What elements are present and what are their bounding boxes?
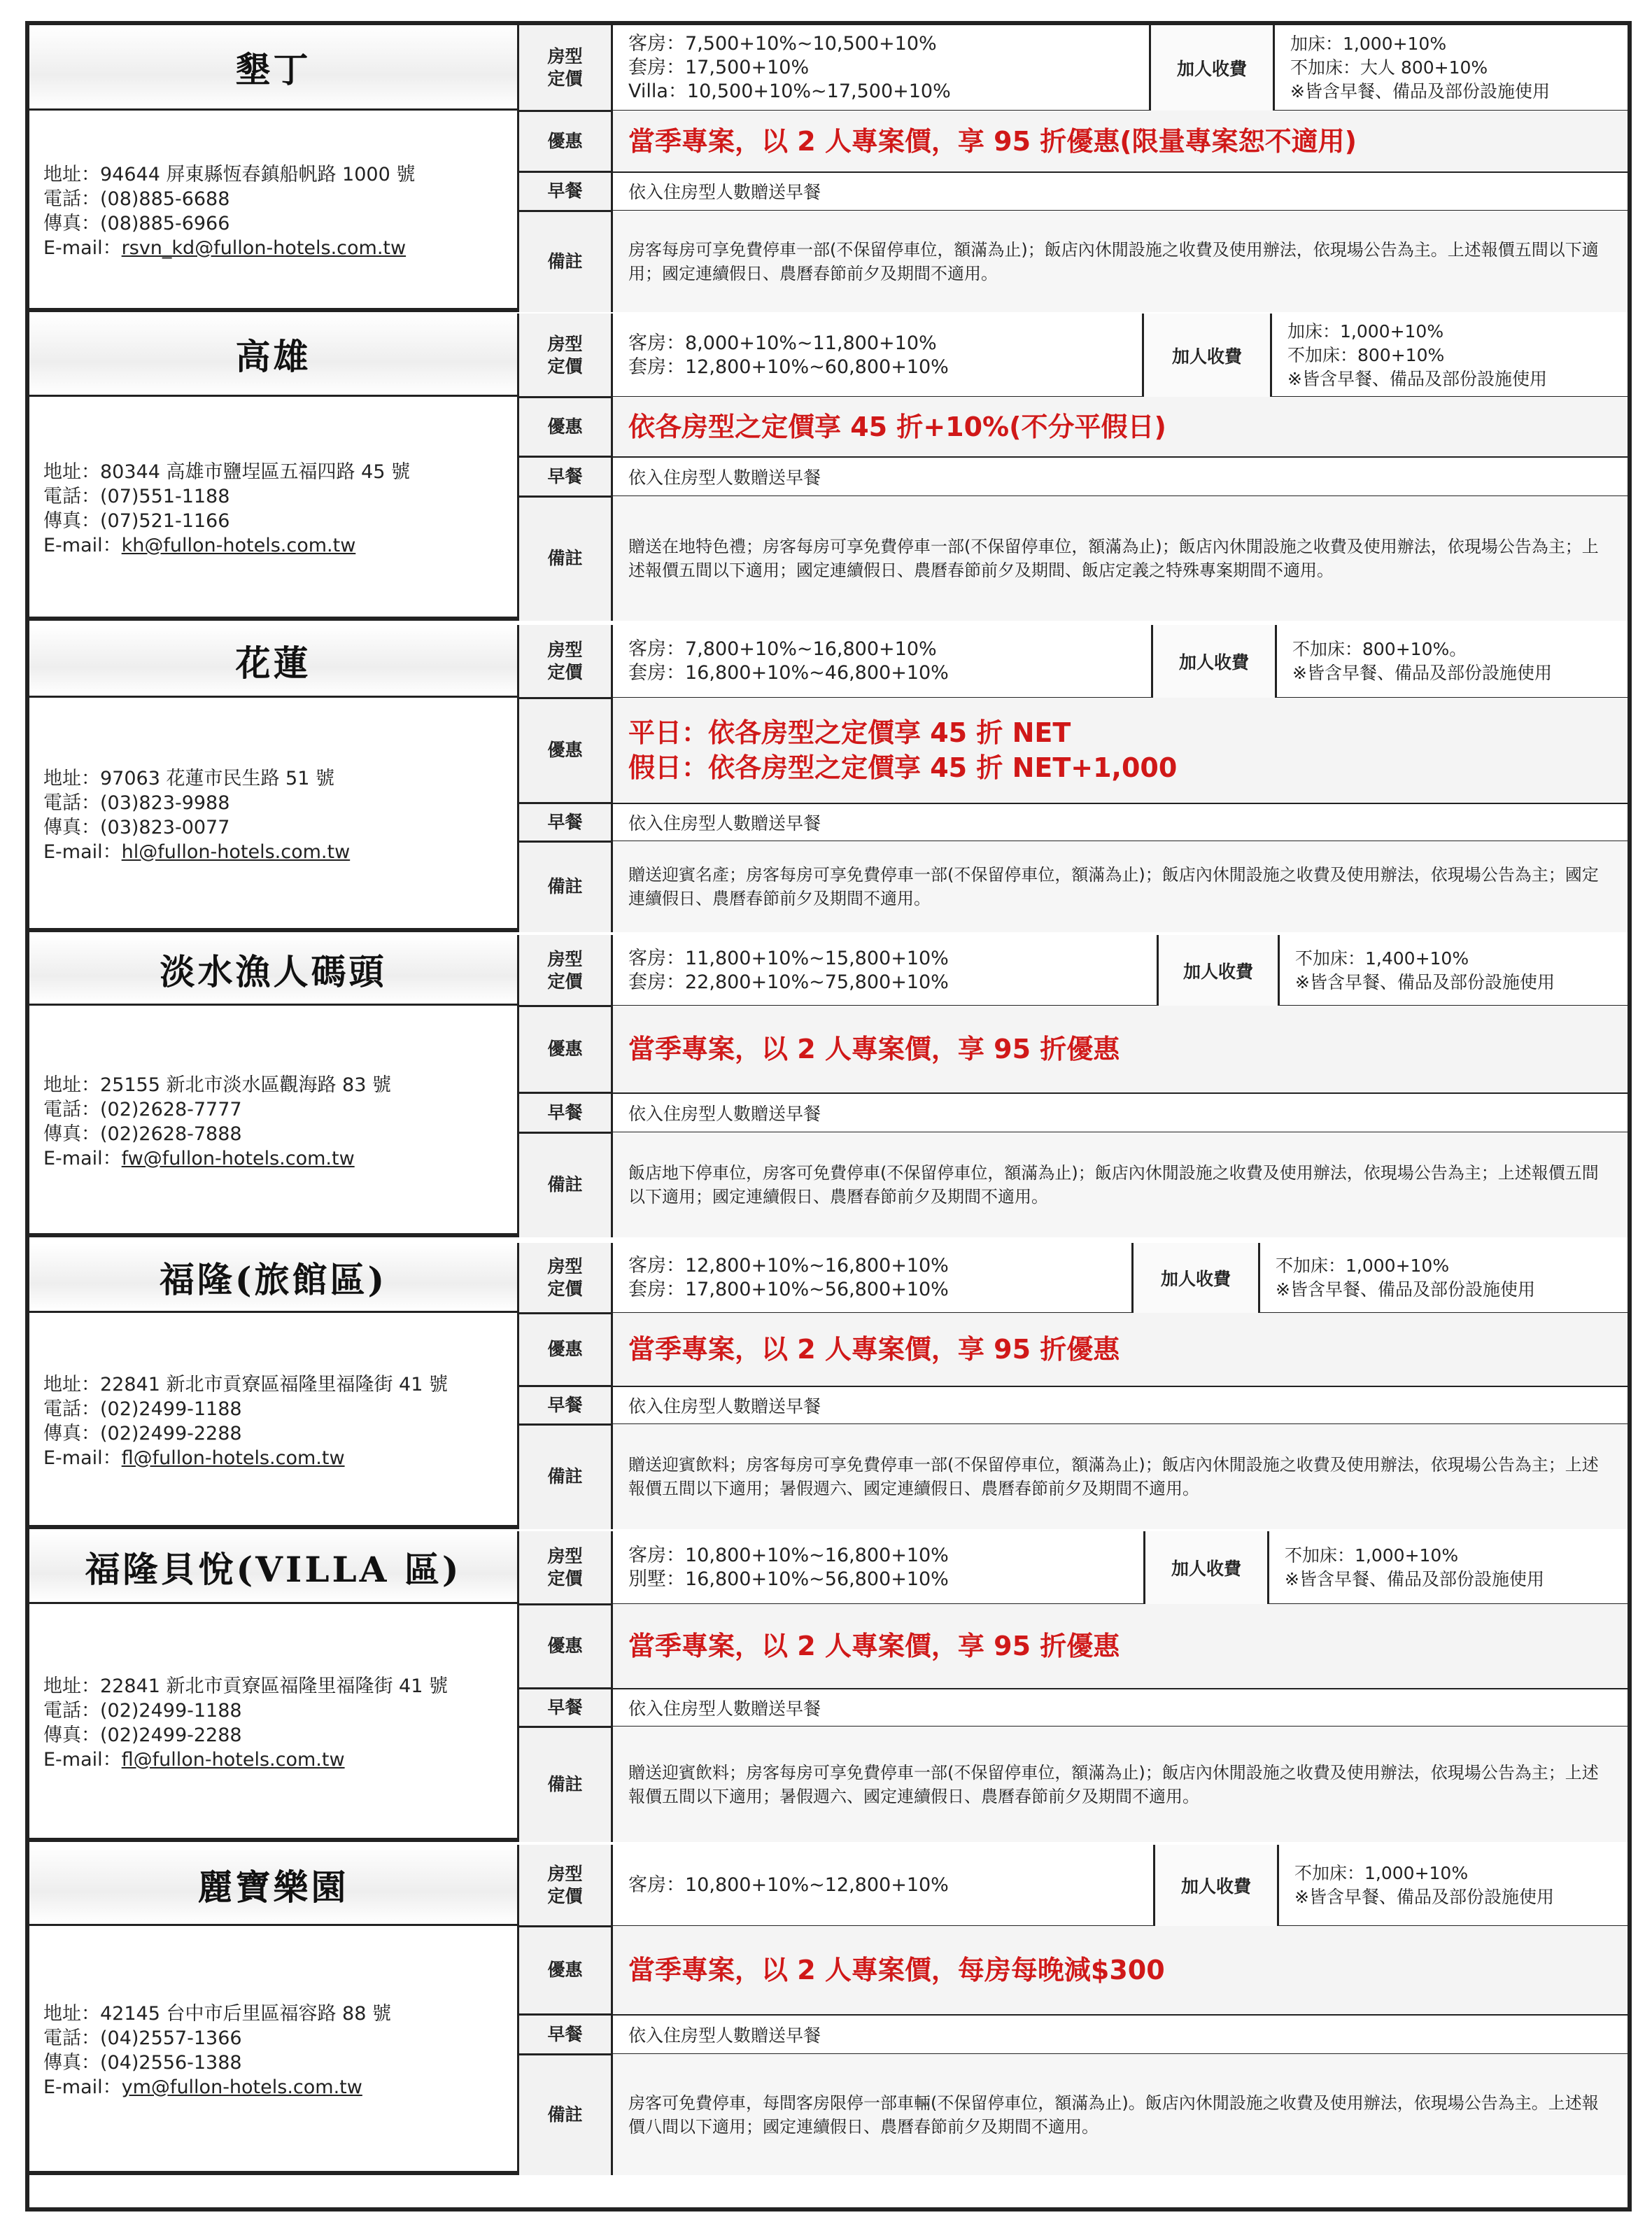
hotel-name-cell [29, 1531, 519, 1604]
extra-fee-line: 不加床：1,400+10% [1295, 948, 1469, 969]
label-text: 優惠 [547, 1039, 583, 1059]
extra-fee-values [1279, 1845, 1628, 1926]
hotel-email-row [43, 1446, 517, 1470]
breakfast-text: 依入住房型人數贈送早餐 [628, 182, 821, 202]
room-price-line: 客房：10,800+10%~12,800+10% [628, 1874, 949, 1896]
label-text: 優惠 [547, 130, 583, 151]
extra-fee-values [1269, 1531, 1628, 1604]
extra-fee-label [1143, 1531, 1269, 1604]
promotion [613, 111, 1628, 171]
promotion [613, 698, 1628, 803]
room-price-line: 客房：7,800+10%~16,800+10% [628, 638, 937, 660]
room-prices [613, 1845, 1153, 1926]
promotion-line: 當季專案，以 2 人專案價，享 95 折優惠 [628, 1034, 1120, 1064]
hotel-phone: 電話：(07)551-1188 [43, 486, 230, 507]
extra-fee-label-text: 加人收費 [1178, 652, 1249, 673]
remarks-text: 房客每房可享免費停車一部(不保留停車位，額滿為止)；飯店內休閒設施之收費及使用辦法，依現場公告為主。上述報價五間以下適用；國定連續假日、農曆春節前夕及期間不適用。 [628, 239, 1599, 283]
label-list-price: 定價 [547, 1886, 583, 1906]
label-breakfast [519, 171, 613, 211]
hotel-name-cell [29, 1243, 519, 1313]
extra-fee-line: ※皆含早餐、備品及部份設施使用 [1276, 1279, 1535, 1300]
room-price-line: 客房：8,000+10%~11,800+10% [628, 332, 937, 354]
remarks-text: 贈送迎賓名產；房客每房可享免費停車一部(不保留停車位，額滿為止)；飯店內休閒設施之收費及使用辦法，依現場公告為主；國定連續假日、農曆春節前夕及期間不適用。 [628, 865, 1599, 908]
label-room-price [519, 1845, 613, 1926]
hotel-email-link[interactable]: fl@fullon-hotels.com.tw [121, 1749, 345, 1771]
hotel-address: 地址：97063 花蓮市民生路 51 號 [43, 767, 334, 789]
extra-fee-label-text: 加人收費 [1180, 1876, 1251, 1897]
hotel-email-link[interactable]: hl@fullon-hotels.com.tw [121, 841, 351, 863]
hotel-block [29, 1845, 1628, 2175]
label-text: 早餐 [547, 811, 583, 832]
hotel-email-link[interactable]: ym@fullon-hotels.com.tw [121, 2076, 362, 2098]
hotel-email-row [43, 533, 517, 558]
hotel-email-link[interactable]: rsvn_kd@fullon-hotels.com.tw [121, 237, 407, 259]
hotel-block [29, 314, 1628, 621]
breakfast-text: 依入住房型人數贈送早餐 [628, 1395, 821, 1416]
breakfast-text: 依入住房型人數贈送早餐 [628, 467, 821, 488]
label-list-price: 定價 [547, 1279, 583, 1299]
extra-fee-line: 不加床：1,000+10% [1276, 1256, 1450, 1276]
hotel-fax: 傳真：(02)2499-2288 [43, 1422, 242, 1444]
room-price-line: 套房：17,800+10%~56,800+10% [628, 1279, 949, 1300]
hotel-name: 花蓮 [235, 642, 311, 684]
room-price-line: 套房：16,800+10%~46,800+10% [628, 662, 949, 684]
promotion [613, 1926, 1628, 2014]
label-text: 備註 [547, 876, 583, 896]
promotion [613, 1604, 1628, 1688]
label-discount [519, 1926, 613, 2014]
label-breakfast [519, 1688, 613, 1727]
label-discount [519, 1604, 613, 1688]
hotel-contact [29, 111, 519, 312]
extra-fee-label [1157, 935, 1280, 1006]
hotel-name-cell [29, 625, 519, 698]
label-room-price [519, 1243, 613, 1313]
remarks [613, 1727, 1628, 1842]
promotion [613, 1313, 1628, 1386]
label-list-price: 定價 [547, 69, 583, 89]
hotel-name-cell [29, 314, 519, 397]
label-room-type: 房型 [547, 46, 583, 66]
hotel-fax: 傳真：(07)521-1166 [43, 510, 230, 532]
label-remarks [519, 1132, 613, 1237]
extra-fee-line: 加床：1,000+10% [1290, 34, 1447, 54]
hotel-phone: 電話：(02)2628-7777 [43, 1098, 242, 1120]
promotion [613, 397, 1628, 456]
hotel-fax: 傳真：(03)823-0077 [43, 816, 230, 838]
room-price-line: 套房：22,800+10%~75,800+10% [628, 971, 949, 993]
room-price-line: 客房：10,800+10%~16,800+10% [628, 1545, 949, 1566]
extra-fee-values [1280, 935, 1628, 1006]
label-remarks [519, 2054, 613, 2175]
breakfast-info [613, 456, 1628, 496]
hotel-email-row [43, 236, 517, 260]
remarks [613, 1132, 1628, 1237]
label-list-price: 定價 [547, 662, 583, 682]
extra-fee-label [1149, 25, 1275, 111]
extra-fee-label [1151, 625, 1277, 698]
breakfast-text: 依入住房型人數贈送早餐 [628, 813, 821, 834]
label-breakfast [519, 1092, 613, 1132]
breakfast-info [613, 803, 1628, 841]
hotel-contact [29, 1604, 519, 1842]
label-text: 備註 [547, 251, 583, 272]
remarks-text: 贈送迎賓飲料；房客每房可享免費停車一部(不保留停車位，額滿為止)；飯店內休閒設施之收費及使用辦法，依現場公告為主；上述報價五間以下適用；暑假週六、國定連續假日、農曆春節前夕及期間不適用。 [628, 1455, 1599, 1498]
extra-fee-label [1153, 1845, 1279, 1926]
hotel-contact [29, 1006, 519, 1237]
hotel-email-label: E-mail： [43, 2076, 122, 2098]
room-prices [613, 1243, 1131, 1313]
hotel-name: 墾丁 [235, 48, 311, 90]
hotel-name: 福隆貝悅(VILLA 區) [85, 1548, 462, 1590]
hotel-address: 地址：94644 屏東縣恆春鎮船帆路 1000 號 [43, 164, 416, 185]
promotion-line: 當季專案，以 2 人專案價，享 95 折優惠 [628, 1334, 1120, 1365]
extra-fee-line: ※皆含早餐、備品及部份設施使用 [1287, 368, 1547, 389]
hotel-email-row [43, 1146, 517, 1171]
hotel-name: 高雄 [235, 336, 311, 377]
extra-fee-values [1272, 314, 1628, 397]
remarks [613, 211, 1628, 312]
label-room-price [519, 314, 613, 397]
hotel-name: 麗寶樂園 [197, 1866, 349, 1908]
label-text: 優惠 [547, 1960, 583, 1980]
promotion-line: 當季專案，以 2 人專案價，每房每晚減$300 [628, 1955, 1165, 1985]
label-room-type: 房型 [547, 640, 583, 660]
extra-fee-label [1142, 314, 1272, 397]
promotion-line: 假日：依各房型之定價享 45 折 NET+1,000 [628, 752, 1178, 783]
extra-fee-line: ※皆含早餐、備品及部份設施使用 [1292, 663, 1552, 683]
hotel-address: 地址：42145 台中市后里區福容路 88 號 [43, 2003, 391, 2025]
extra-fee-label [1131, 1243, 1260, 1313]
hotel-fax: 傳真：(08)885-6966 [43, 213, 230, 234]
label-breakfast [519, 456, 613, 496]
label-room-price [519, 25, 613, 111]
extra-fee-values [1260, 1243, 1628, 1313]
hotel-block [29, 1243, 1628, 1529]
breakfast-info [613, 171, 1628, 211]
hotel-address: 地址：25155 新北市淡水區觀海路 83 號 [43, 1074, 391, 1096]
breakfast-info [613, 1688, 1628, 1727]
hotel-name: 福隆(旅館區) [159, 1258, 388, 1300]
label-discount [519, 1313, 613, 1386]
hotel-email-label: E-mail： [43, 841, 122, 863]
hotel-block [29, 935, 1628, 1237]
remarks [613, 1424, 1628, 1529]
label-text: 備註 [547, 1773, 583, 1794]
hotel-contact [29, 397, 519, 621]
hotel-fax: 傳真：(02)2499-2288 [43, 1724, 242, 1746]
label-text: 早餐 [547, 465, 583, 486]
remarks [613, 496, 1628, 621]
label-breakfast [519, 2014, 613, 2054]
extra-fee-line: 不加床：800+10% [1287, 344, 1445, 365]
hotel-email-label: E-mail： [43, 535, 122, 556]
label-remarks [519, 496, 613, 621]
label-remarks [519, 211, 613, 312]
extra-fee-line: 不加床：大人 800+10% [1290, 57, 1488, 78]
hotel-address: 地址：80344 高雄市鹽埕區五福四路 45 號 [43, 461, 410, 483]
label-text: 備註 [547, 1466, 583, 1486]
room-price-line: Villa：10,500+10%~17,500+10% [628, 80, 951, 102]
label-text: 早餐 [547, 1696, 583, 1717]
remarks-text: 房客可免費停車，每間客房限停一部車輛(不保留停車位，額滿為止)。飯店內休閒設施之收費及使用辦法，依現場公告為主。上述報價八間以下適用；國定連續假日、農曆春節前夕及期間不適用。 [628, 2093, 1599, 2137]
hotel-fax: 傳真：(04)2556-1388 [43, 2052, 242, 2074]
label-room-price [519, 935, 613, 1006]
label-text: 優惠 [547, 740, 583, 760]
extra-fee-line: ※皆含早餐、備品及部份設施使用 [1295, 971, 1555, 992]
promotion-line: 當季專案，以 2 人專案價，享 95 折優惠(限量專案恕不適用) [628, 125, 1357, 157]
promotion [613, 1006, 1628, 1092]
hotel-email-row [43, 2075, 517, 2100]
hotel-phone: 電話：(08)885-6688 [43, 188, 230, 210]
label-text: 早餐 [547, 181, 583, 201]
hotel-name-cell [29, 25, 519, 111]
label-text: 早餐 [547, 1102, 583, 1123]
breakfast-text: 依入住房型人數贈送早餐 [628, 1698, 821, 1719]
hotel-email-label: E-mail： [43, 1147, 122, 1169]
label-text: 優惠 [547, 1339, 583, 1359]
hotel-rate-sheet [25, 21, 1632, 2212]
extra-fee-label-text: 加人收費 [1182, 961, 1253, 982]
room-price-line: 套房：12,800+10%~60,800+10% [628, 356, 949, 378]
breakfast-info [613, 1092, 1628, 1132]
hotel-name: 淡水漁人碼頭 [160, 951, 387, 992]
extra-fee-line: 加床：1,000+10% [1287, 321, 1444, 342]
label-list-price: 定價 [547, 356, 583, 377]
remarks [613, 841, 1628, 932]
room-prices [613, 625, 1151, 698]
hotel-email-row [43, 1748, 517, 1772]
label-discount [519, 111, 613, 171]
extra-fee-label-text: 加人收費 [1160, 1269, 1231, 1289]
hotel-name-cell [29, 935, 519, 1006]
remarks [613, 2054, 1628, 2175]
extra-fee-line: 不加床：800+10%。 [1292, 639, 1467, 659]
extra-fee-line: 不加床：1,000+10% [1294, 1863, 1469, 1883]
room-prices [613, 25, 1149, 111]
label-text: 優惠 [547, 1636, 583, 1656]
room-price-line: 別墅：16,800+10%~56,800+10% [628, 1568, 949, 1590]
room-prices [613, 314, 1142, 397]
label-breakfast [519, 1386, 613, 1424]
label-text: 備註 [547, 2104, 583, 2125]
extra-fee-values [1275, 25, 1628, 111]
label-text: 早餐 [547, 2023, 583, 2044]
hotel-address: 地址：22841 新北市貢寮區福隆里福隆街 41 號 [43, 1675, 448, 1697]
label-discount [519, 397, 613, 456]
room-prices [613, 935, 1157, 1006]
label-text: 早餐 [547, 1394, 583, 1415]
extra-fee-line: ※皆含早餐、備品及部份設施使用 [1285, 1569, 1544, 1589]
extra-fee-line: ※皆含早餐、備品及部份設施使用 [1290, 81, 1550, 101]
label-remarks [519, 841, 613, 932]
hotel-block [29, 1531, 1628, 1842]
label-list-price: 定價 [547, 971, 583, 992]
hotel-email-label: E-mail： [43, 1749, 122, 1771]
room-price-line: 套房：17,500+10% [628, 57, 810, 78]
extra-fee-label-text: 加人收費 [1171, 346, 1242, 367]
promotion-line: 平日：依各房型之定價享 45 折 NET [628, 717, 1071, 748]
hotel-fax: 傳真：(02)2628-7888 [43, 1123, 242, 1145]
label-list-price: 定價 [547, 1568, 583, 1589]
remarks-text: 贈送迎賓飲料；房客每房可享免費停車一部(不保留停車位，額滿為止)；飯店內休閒設施之收費及使用辦法，依現場公告為主；上述報價五間以下適用；暑假週六、國定連續假日、農曆春節前夕及期間不適用。 [628, 1762, 1599, 1806]
label-room-type: 房型 [547, 1864, 583, 1884]
room-prices [613, 1531, 1143, 1604]
breakfast-text: 依入住房型人數贈送早餐 [628, 2025, 821, 2046]
extra-fee-line: ※皆含早餐、備品及部份設施使用 [1294, 1887, 1554, 1907]
hotel-email-link[interactable]: fw@fullon-hotels.com.tw [121, 1147, 355, 1169]
label-text: 優惠 [547, 416, 583, 437]
label-text: 備註 [547, 548, 583, 568]
room-price-line: 客房：12,800+10%~16,800+10% [628, 1255, 949, 1277]
label-remarks [519, 1727, 613, 1842]
breakfast-text: 依入住房型人數贈送早餐 [628, 1103, 821, 1124]
hotel-email-label: E-mail： [43, 1447, 122, 1469]
hotel-block [29, 25, 1628, 312]
breakfast-info [613, 1386, 1628, 1424]
label-room-price [519, 625, 613, 698]
extra-fee-label-text: 加人收費 [1171, 1559, 1241, 1579]
hotel-address: 地址：22841 新北市貢寮區福隆里福隆街 41 號 [43, 1373, 448, 1395]
label-room-price [519, 1531, 613, 1604]
hotel-block [29, 625, 1628, 932]
hotel-phone: 電話：(03)823-9988 [43, 792, 230, 814]
room-price-line: 客房：11,800+10%~15,800+10% [628, 947, 949, 969]
hotel-name-cell [29, 1845, 519, 1926]
label-room-type: 房型 [547, 1256, 583, 1277]
hotel-contact [29, 698, 519, 932]
hotel-email-link[interactable]: kh@fullon-hotels.com.tw [121, 535, 356, 556]
hotel-phone: 電話：(02)2499-1188 [43, 1700, 242, 1722]
hotel-email-label: E-mail： [43, 237, 122, 259]
hotel-email-row [43, 840, 517, 864]
label-text: 備註 [547, 1174, 583, 1195]
label-remarks [519, 1424, 613, 1529]
hotel-contact [29, 1926, 519, 2175]
label-room-type: 房型 [547, 333, 583, 354]
extra-fee-values [1277, 625, 1628, 698]
room-price-line: 客房：7,500+10%~10,500+10% [628, 33, 937, 55]
label-discount [519, 1006, 613, 1092]
remarks-text: 飯店地下停車位，房客可免費停車(不保留停車位，額滿為止)；飯店內休閒設施之收費及使用辦法，依現場公告為主；上述報價五間以下適用；國定連續假日、農曆春節前夕及期間不適用。 [628, 1163, 1599, 1207]
hotel-phone: 電話：(04)2557-1366 [43, 2027, 242, 2049]
remarks-text: 贈送在地特色禮；房客每房可享免費停車一部(不保留停車位，額滿為止)；飯店內休閒設施之收費及使用辦法，依現場公告為主；上述報價五間以下適用；國定連續假日、農曆春節前夕及期間、飯店定義之特殊專案期間不適用。 [628, 537, 1599, 580]
label-breakfast [519, 803, 613, 841]
breakfast-info [613, 2014, 1628, 2054]
hotel-contact [29, 1313, 519, 1529]
promotion-line: 依各房型之定價享 45 折+10%(不分平假日) [628, 411, 1166, 442]
label-discount [519, 698, 613, 803]
label-room-type: 房型 [547, 948, 583, 969]
label-room-type: 房型 [547, 1546, 583, 1566]
extra-fee-label-text: 加人收費 [1176, 59, 1247, 79]
extra-fee-line: 不加床：1,000+10% [1285, 1545, 1459, 1566]
promotion-line: 當季專案，以 2 人專案價，享 95 折優惠 [628, 1631, 1120, 1661]
hotel-email-link[interactable]: fl@fullon-hotels.com.tw [121, 1447, 345, 1469]
hotel-phone: 電話：(02)2499-1188 [43, 1398, 242, 1420]
